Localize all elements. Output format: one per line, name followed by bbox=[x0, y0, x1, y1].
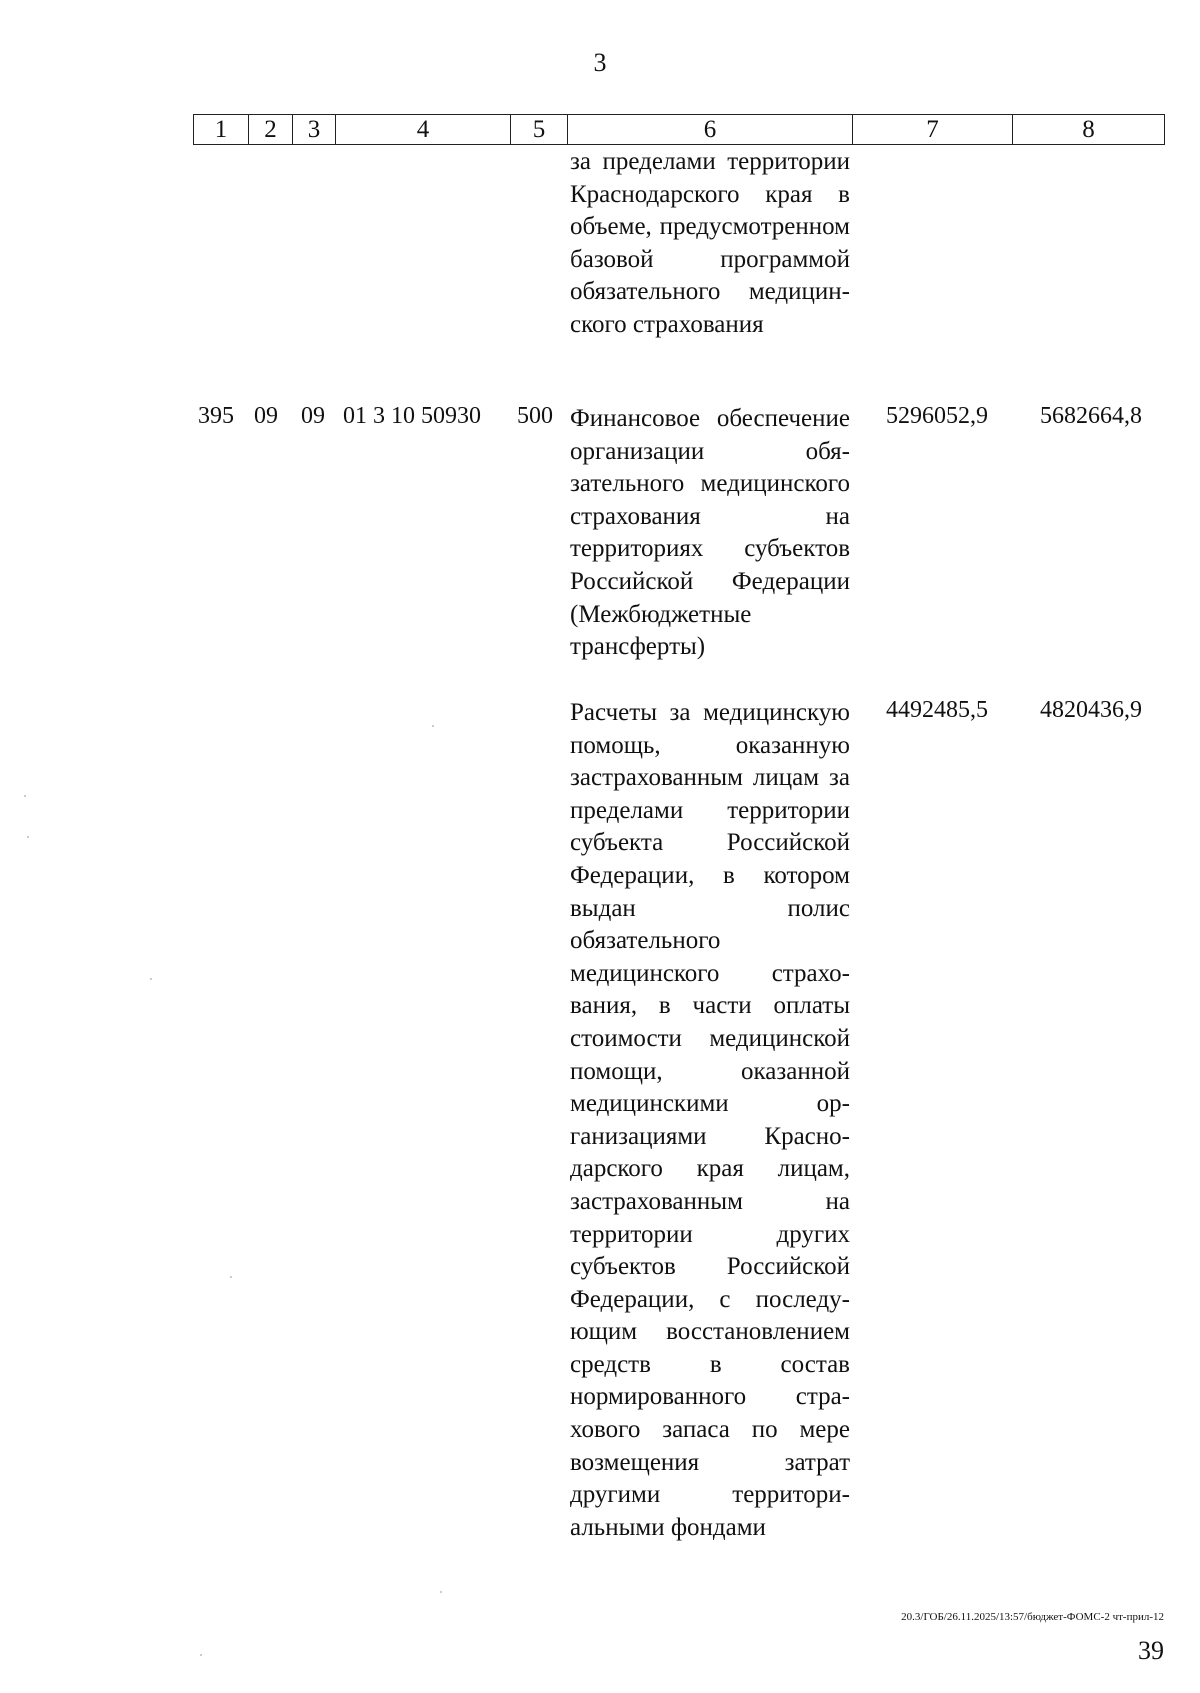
row-1-col-7: 5296052,9 bbox=[886, 403, 988, 429]
scan-speck bbox=[200, 1654, 202, 1656]
column-header-row bbox=[194, 115, 1165, 145]
scan-speck bbox=[24, 795, 26, 797]
page-number-top: 3 bbox=[593, 48, 607, 77]
row-2-description: Расчеты за медицинскую помощь, оказанную застрахованным лицам за пределами территории субъекта Российской Федерации, в котором выдан полис обязательного медицинского страхования, в части оплаты стоимости медицинской помощи, оказанной медицинскими организациями Краснодарского края лицам, застрахованным на территории других субъектов Российской Федерации, с последующим восстановлением средств в состав нормированного страхового запаса по мере возмещения затрат другими территориальными фондами bbox=[570, 699, 850, 1541]
scan-speck bbox=[27, 836, 29, 838]
row-2-col-7: 4492485,5 bbox=[886, 697, 988, 723]
column-header-8: 8 bbox=[1013, 115, 1165, 145]
page-number-bottom: 39 bbox=[1138, 1636, 1164, 1665]
row-1-col-2: 09 bbox=[254, 403, 278, 429]
row-1-col-8: 5682664,8 bbox=[1040, 403, 1142, 429]
column-header-5: 5 bbox=[511, 115, 568, 145]
column-header-3: 3 bbox=[293, 115, 336, 145]
row-1-col-1: 395 bbox=[198, 403, 234, 429]
row-1-col-5: 500 bbox=[517, 403, 553, 429]
column-header-7: 7 bbox=[853, 115, 1013, 145]
column-header-4: 4 bbox=[336, 115, 511, 145]
scan-speck bbox=[230, 1276, 232, 1278]
row-1-col-4: 01 3 10 50930 bbox=[343, 403, 481, 429]
row-2-col-8: 4820436,9 bbox=[1040, 697, 1142, 723]
footer-document-code: 20.3/ГОБ/26.11.2025/13:57/бюджет-ФОМС-2 чт-прил-12 bbox=[901, 1611, 1164, 1623]
row-1-col-3: 09 bbox=[301, 403, 325, 429]
scan-speck bbox=[150, 978, 152, 980]
column-header-6: 6 bbox=[568, 115, 853, 145]
column-header-table bbox=[193, 114, 1165, 145]
row-1-description: Финансовое обеспечение организации обязательного медицинского страхования на территориях субъектов Российской Федерации (Межбюджетные трансферты) bbox=[570, 405, 850, 661]
column-header-2: 2 bbox=[249, 115, 293, 145]
continued-description: за пределами территории Краснодарского края в объеме, предусмотренном базовой программой обязательного медицинского страхования bbox=[570, 148, 850, 338]
scan-speck bbox=[432, 725, 434, 727]
scan-speck bbox=[440, 1591, 442, 1593]
column-header-1: 1 bbox=[194, 115, 249, 145]
